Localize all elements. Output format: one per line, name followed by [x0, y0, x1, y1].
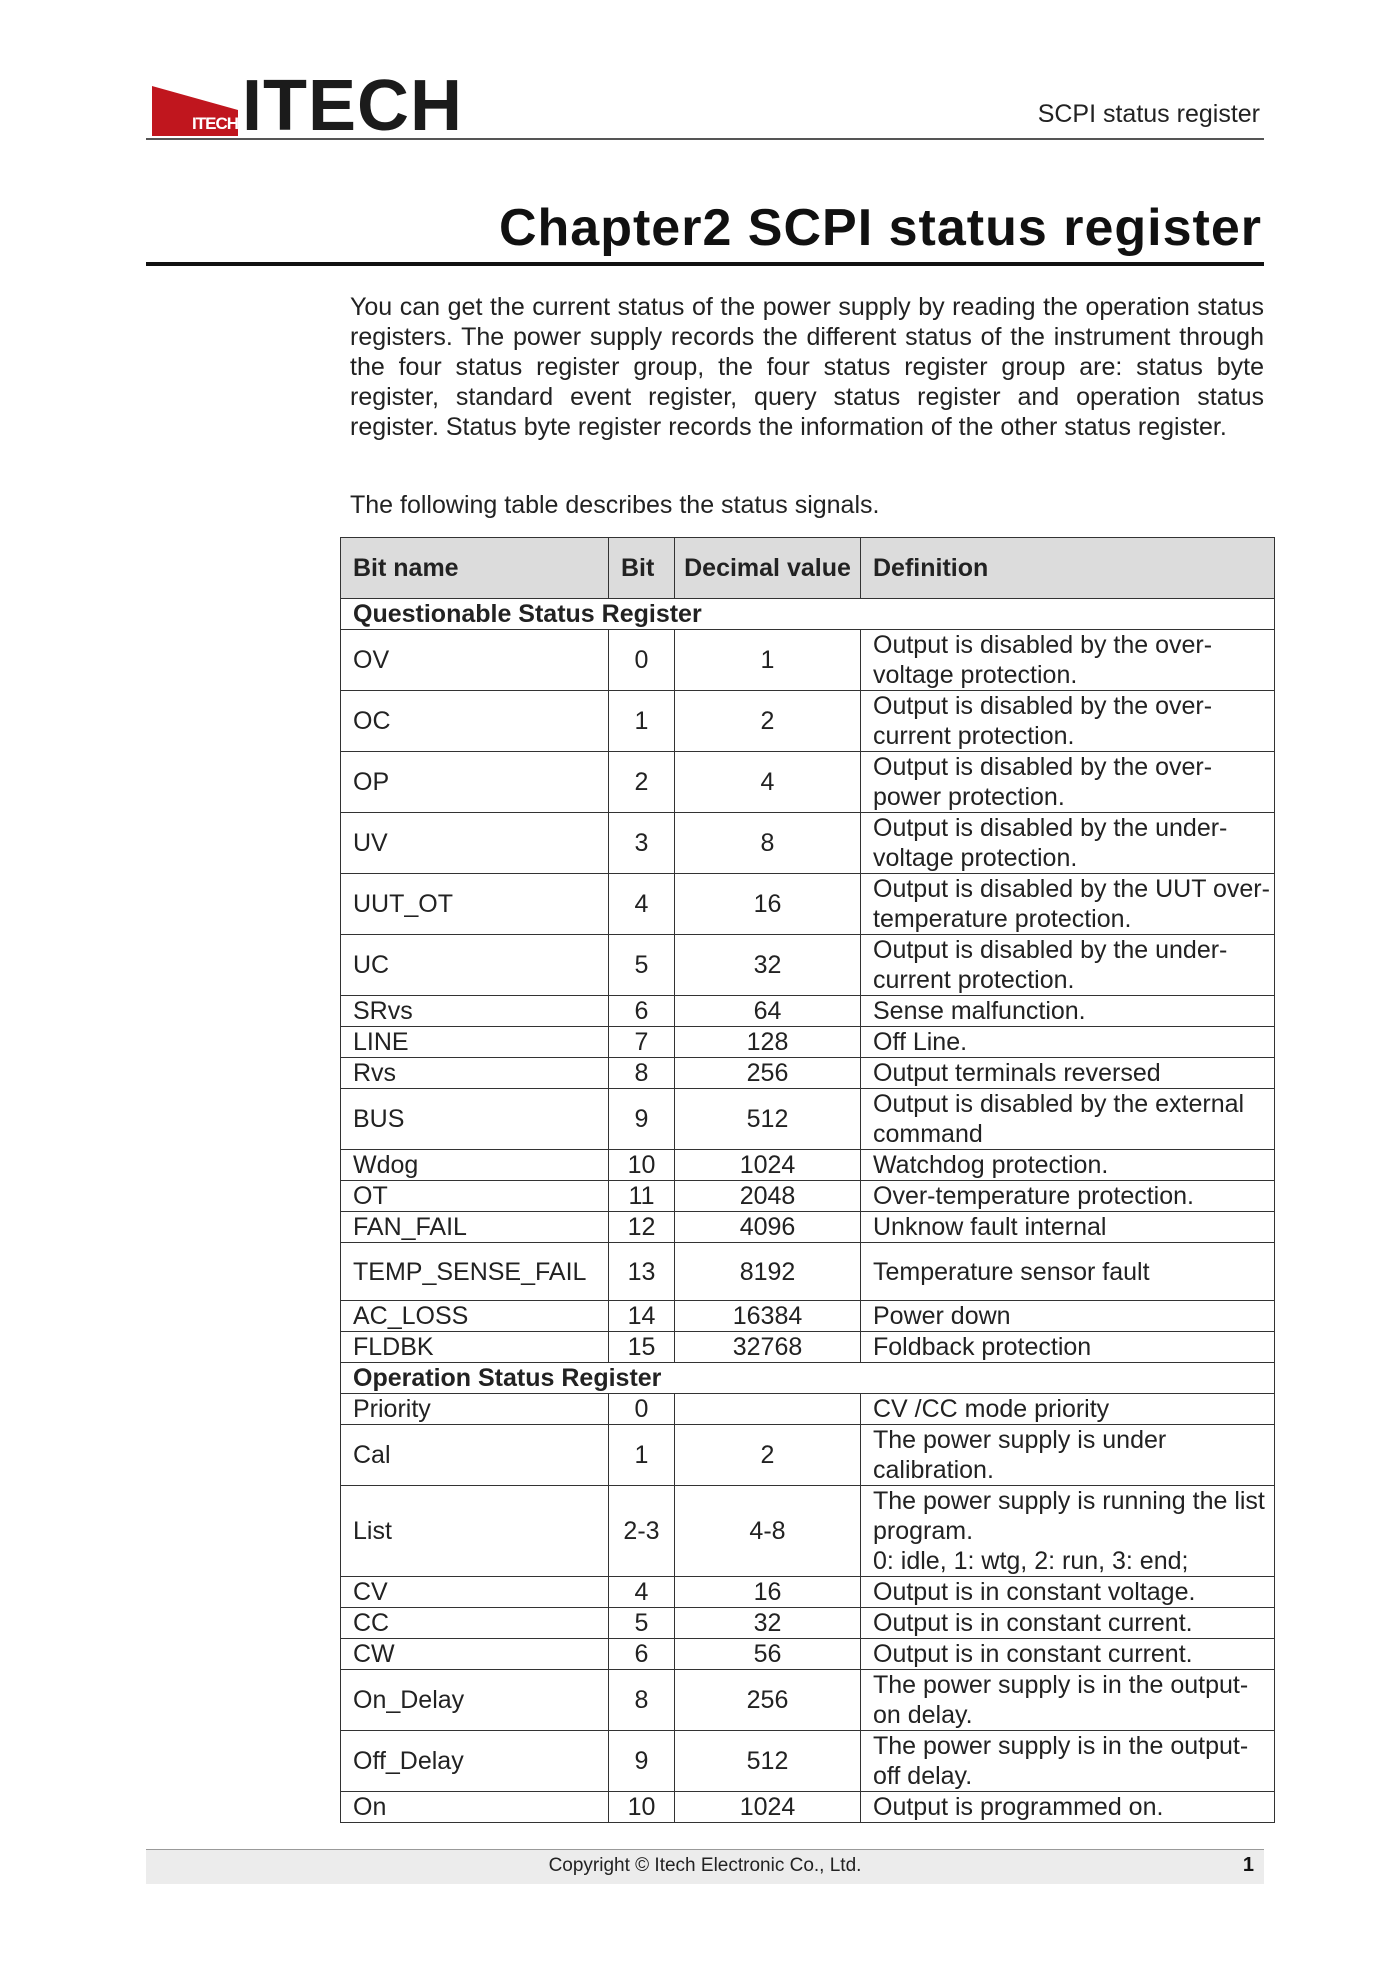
table-row [341, 1639, 1275, 1670]
definition-text: The power supply is running the list program. [873, 1487, 1265, 1545]
table-row [341, 1243, 1275, 1301]
table-row [341, 1577, 1275, 1608]
definition-text: Off Line. [873, 1028, 968, 1056]
cell-decimal-value: 2 [675, 1425, 861, 1486]
cell-bit: 8 [609, 1670, 675, 1731]
itech-logo [152, 66, 463, 146]
cell-decimal-value: 1024 [675, 1792, 861, 1823]
cell-definition [861, 1058, 1275, 1089]
header-definition: Definition [861, 538, 1275, 599]
definition-text: The power supply is under calibration. [873, 1426, 1167, 1484]
cell-bit-name: OP [341, 752, 609, 813]
cell-definition [861, 996, 1275, 1027]
cell-bit-name: Cal [341, 1425, 609, 1486]
cell-bit-name: Priority [341, 1394, 609, 1425]
cell-bit-name: OV [341, 630, 609, 691]
cell-bit: 6 [609, 996, 675, 1027]
cell-definition [861, 1792, 1275, 1823]
footer-copyright: Copyright © Itech Electronic Co., Ltd. [548, 1855, 862, 1876]
cell-definition [861, 1181, 1275, 1212]
definition-text: Sense malfunction. [873, 997, 1086, 1025]
table-row [341, 1150, 1275, 1181]
page-number: 1 [1242, 1854, 1254, 1876]
cell-decimal-value: 16384 [675, 1301, 861, 1332]
cell-decimal-value: 8 [675, 813, 861, 874]
cell-decimal-value: 256 [675, 1670, 861, 1731]
cell-bit-name: UV [341, 813, 609, 874]
definition-text: Temperature sensor fault [873, 1257, 1150, 1286]
table-row [341, 1670, 1275, 1731]
cell-bit: 12 [609, 1212, 675, 1243]
table-row [341, 874, 1275, 935]
cell-bit: 1 [609, 1425, 675, 1486]
cell-bit-name: LINE [341, 1027, 609, 1058]
cell-definition [861, 1301, 1275, 1332]
table-row [341, 1181, 1275, 1212]
cell-decimal-value: 56 [675, 1639, 861, 1670]
operation-section-row-title: Operation Status Register [341, 1363, 1275, 1394]
cell-decimal-value: 1 [675, 630, 861, 691]
table-row [341, 1608, 1275, 1639]
definition-text: Power down [873, 1302, 1011, 1330]
definition-text: Unknow fault internal [873, 1213, 1107, 1241]
header-bit-name: Bit name [341, 538, 609, 599]
table-row [341, 1027, 1275, 1058]
cell-bit: 8 [609, 1058, 675, 1089]
header-bit: Bit [609, 538, 675, 599]
definition-text: Output is disabled by the under-current protection. [873, 936, 1228, 994]
cell-bit-name: CW [341, 1639, 609, 1670]
cell-definition [861, 1089, 1275, 1150]
cell-definition [861, 1577, 1275, 1608]
cell-decimal-value: 4096 [675, 1212, 861, 1243]
table-row [341, 630, 1275, 691]
cell-decimal-value: 2048 [675, 1181, 861, 1212]
table-row [341, 813, 1275, 874]
table-row [341, 1058, 1275, 1089]
cell-bit: 9 [609, 1731, 675, 1792]
cell-definition [861, 1394, 1275, 1425]
definition-text: Output is disabled by the over-power protection. [873, 753, 1213, 811]
header-decimal-value: Decimal value [675, 538, 861, 599]
table-row [341, 1425, 1275, 1486]
operation-section-row [341, 1363, 1275, 1394]
cell-definition [861, 1639, 1275, 1670]
running-header-title: SCPI status register [1037, 100, 1260, 128]
cell-bit: 2 [609, 752, 675, 813]
table-row [341, 752, 1275, 813]
definition-text: The power supply is in the output-on delay. [873, 1671, 1249, 1729]
cell-decimal-value: 128 [675, 1027, 861, 1058]
definition-text: The power supply is in the output-off delay. [873, 1732, 1249, 1790]
cell-bit-name: AC_LOSS [341, 1301, 609, 1332]
cell-bit: 10 [609, 1150, 675, 1181]
definition-text: Output is disabled by the UUT over-temperature protection. [873, 875, 1270, 933]
chapter-title: Chapter2 SCPI status register [498, 199, 1262, 257]
cell-bit-name: FAN_FAIL [341, 1212, 609, 1243]
cell-bit-name: On [341, 1792, 609, 1823]
cell-bit: 4 [609, 1577, 675, 1608]
table-row [341, 1486, 1275, 1577]
page-footer [146, 1849, 1264, 1884]
cell-bit: 0 [609, 1394, 675, 1425]
table-row [341, 1301, 1275, 1332]
intro-paragraph: You can get the current status of the power supply by reading the operation status registers. The power supply records the different status of the instrument through the four status register group, the four status register group are: status byte register, standard event register, query status register and operation status register. Status byte register records the information of the other status register. [350, 293, 1264, 441]
table-row [341, 1394, 1275, 1425]
cell-bit: 5 [609, 935, 675, 996]
questionable-section-row-title: Questionable Status Register [341, 599, 1275, 630]
chapter-heading [146, 190, 1264, 266]
logo-wordmark: ITECH [242, 66, 463, 146]
definition-text: Output is disabled by the under-voltage protection. [873, 814, 1228, 872]
cell-definition [861, 1027, 1275, 1058]
cell-decimal-value: 4 [675, 752, 861, 813]
cell-decimal-value: 32768 [675, 1332, 861, 1363]
definition-text: Output is in constant voltage. [873, 1578, 1196, 1606]
definition-text: Output terminals reversed [873, 1059, 1161, 1087]
cell-decimal-value: 16 [675, 874, 861, 935]
cell-definition [861, 1212, 1275, 1243]
table-row [341, 996, 1275, 1027]
cell-bit: 6 [609, 1639, 675, 1670]
cell-definition [861, 1486, 1275, 1577]
cell-decimal-value: 512 [675, 1089, 861, 1150]
cell-bit: 1 [609, 691, 675, 752]
cell-decimal-value: 32 [675, 1608, 861, 1639]
cell-bit-name: CV [341, 1577, 609, 1608]
cell-definition [861, 1332, 1275, 1363]
cell-bit: 0 [609, 630, 675, 691]
cell-definition [861, 1731, 1275, 1792]
cell-definition [861, 1425, 1275, 1486]
cell-bit-name: FLDBK [341, 1332, 609, 1363]
cell-definition [861, 752, 1275, 813]
status-signal-table [340, 537, 1275, 1823]
cell-bit: 9 [609, 1089, 675, 1150]
cell-bit: 13 [609, 1243, 675, 1301]
cell-bit: 15 [609, 1332, 675, 1363]
cell-definition [861, 1670, 1275, 1731]
cell-decimal-value: 1024 [675, 1150, 861, 1181]
definition-text: Output is disabled by the external command [873, 1090, 1245, 1148]
cell-bit-name: CC [341, 1608, 609, 1639]
definition-text: Watchdog protection. [873, 1151, 1109, 1179]
cell-definition [861, 813, 1275, 874]
definition-text: CV /CC mode priority [873, 1395, 1110, 1423]
cell-definition [861, 935, 1275, 996]
cell-decimal-value: 64 [675, 996, 861, 1027]
definition-text: Foldback protection [873, 1333, 1092, 1361]
table-header-row [341, 538, 1275, 599]
cell-bit: 7 [609, 1027, 675, 1058]
cell-decimal-value: 512 [675, 1731, 861, 1792]
cell-definition [861, 1608, 1275, 1639]
page-header [146, 66, 1264, 146]
cell-bit: 11 [609, 1181, 675, 1212]
table-row [341, 1089, 1275, 1150]
logo-mark [152, 80, 238, 136]
cell-decimal-value [675, 1394, 861, 1425]
questionable-section-row [341, 599, 1275, 630]
cell-decimal-value: 8192 [675, 1243, 861, 1301]
table-row [341, 935, 1275, 996]
cell-definition [861, 1243, 1275, 1301]
cell-bit-name: Rvs [341, 1058, 609, 1089]
cell-decimal-value: 32 [675, 935, 861, 996]
cell-bit-name: BUS [341, 1089, 609, 1150]
cell-decimal-value: 16 [675, 1577, 861, 1608]
cell-bit-name: List [341, 1486, 609, 1577]
table-row [341, 1792, 1275, 1823]
cell-definition [861, 691, 1275, 752]
cell-definition [861, 630, 1275, 691]
cell-bit-name: OT [341, 1181, 609, 1212]
definition-text: Output is in constant current. [873, 1640, 1193, 1668]
definition-text: Over-temperature protection. [873, 1182, 1194, 1210]
cell-bit: 3 [609, 813, 675, 874]
definition-text: Output is in constant current. [873, 1609, 1193, 1637]
cell-bit-name: SRvs [341, 996, 609, 1027]
cell-bit-name: TEMP_SENSE_FAIL [341, 1243, 609, 1301]
cell-bit: 2-3 [609, 1486, 675, 1577]
cell-definition [861, 874, 1275, 935]
cell-decimal-value: 4-8 [675, 1486, 861, 1577]
cell-bit-name: UC [341, 935, 609, 996]
cell-bit-name: On_Delay [341, 1670, 609, 1731]
table-body [341, 599, 1275, 1823]
cell-bit: 5 [609, 1608, 675, 1639]
cell-bit-name: Wdog [341, 1150, 609, 1181]
cell-definition [861, 1150, 1275, 1181]
logo-mark-text: ITECH [192, 114, 238, 133]
table-row [341, 1731, 1275, 1792]
cell-bit: 4 [609, 874, 675, 935]
table-caption: The following table describes the status signals. [350, 491, 880, 519]
definition-note: 0: idle, 1: wtg, 2: run, 3: end; [873, 1547, 1189, 1575]
cell-decimal-value: 2 [675, 691, 861, 752]
cell-bit-name: Off_Delay [341, 1731, 609, 1792]
cell-bit-name: OC [341, 691, 609, 752]
cell-bit: 14 [609, 1301, 675, 1332]
cell-bit: 10 [609, 1792, 675, 1823]
table-row [341, 1332, 1275, 1363]
table-row [341, 1212, 1275, 1243]
definition-text: Output is programmed on. [873, 1793, 1164, 1821]
cell-bit-name: UUT_OT [341, 874, 609, 935]
definition-text: Output is disabled by the over-voltage protection. [873, 631, 1213, 689]
table-row [341, 691, 1275, 752]
cell-decimal-value: 256 [675, 1058, 861, 1089]
definition-text: Output is disabled by the over-current protection. [873, 692, 1213, 750]
